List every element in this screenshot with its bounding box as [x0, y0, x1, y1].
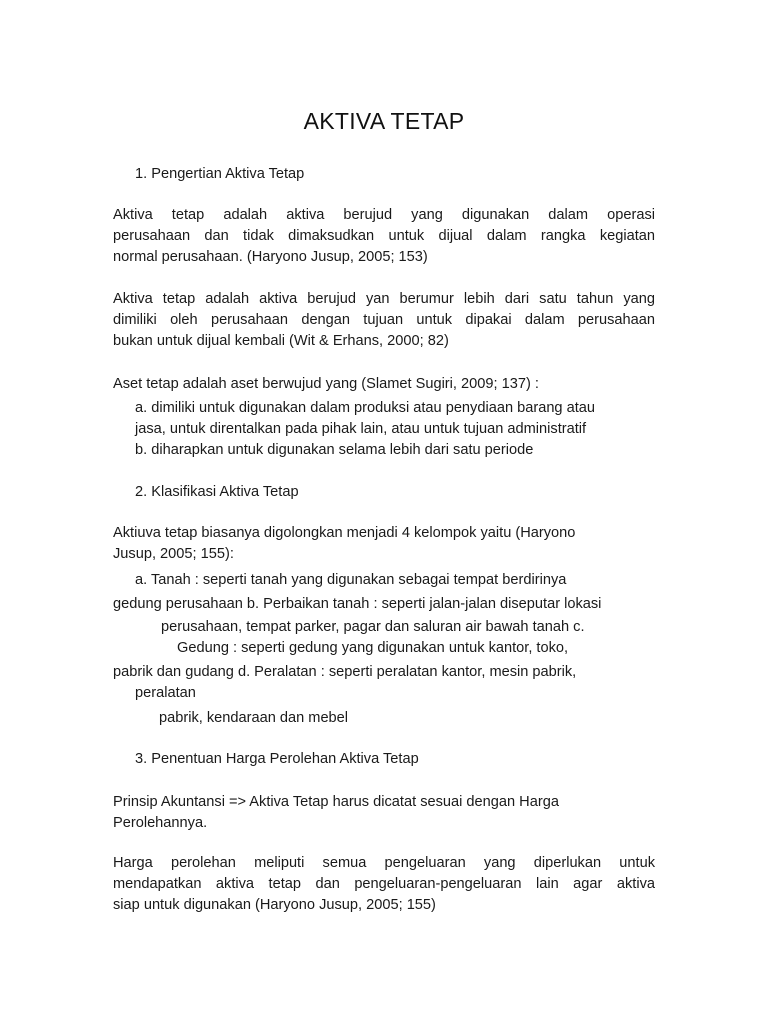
section-heading-klasifikasi: 2. Klasifikasi Aktiva Tetap: [135, 484, 299, 500]
paragraph-line: bukan untuk dijual kembali (Wit & Erhans, 2000; 82): [113, 333, 449, 349]
paragraph-line: mendapatkan aktiva tetap dan pengeluaran-pengeluaran lain agar aktiva: [113, 876, 655, 892]
section-heading-pengertian: 1. Pengertian Aktiva Tetap: [135, 166, 305, 182]
list-item: perusahaan, tempat parker, pagar dan saluran air bawah tanah c.: [161, 619, 585, 635]
page-title: AKTIVA TETAP: [303, 108, 465, 134]
list-item: a. dimiliki untuk digunakan dalam produksi atau penydiaan barang atau: [135, 400, 596, 416]
paragraph-line: Aktiuva tetap biasanya digolongkan menjadi 4 kelompok yaitu (Haryono: [113, 525, 576, 541]
paragraph-line: dimiliki oleh perusahaan dengan tujuan untuk dipakai dalam perusahaan: [113, 312, 655, 328]
list-item: peralatan: [135, 685, 196, 701]
list-item: gedung perusahaan b. Perbaikan tanah : seperti jalan-jalan diseputar lokasi: [113, 596, 602, 612]
paragraph-line: Aktiva tetap adalah aktiva berujud yang digunakan dalam operasi: [113, 207, 655, 223]
list-item: pabrik dan gudang d. Peralatan : seperti peralatan kantor, mesin pabrik,: [113, 664, 577, 680]
list-item: jasa, untuk direntalkan pada pihak lain, atau untuk tujuan administratif: [135, 421, 587, 437]
paragraph-line: Aset tetap adalah aset berwujud yang (Slamet Sugiri, 2009; 137) :: [113, 376, 539, 392]
paragraph-line: perusahaan dan tidak dimaksudkan untuk dijual dalam rangka kegiatan: [113, 228, 655, 244]
list-item: pabrik, kendaraan dan mebel: [159, 710, 349, 726]
paragraph-line: Harga perolehan meliputi semua pengeluaran yang diperlukan untuk: [113, 855, 655, 871]
paragraph-line: Prinsip Akuntansi => Aktiva Tetap harus dicatat sesuai dengan Harga: [113, 794, 559, 810]
paragraph-line: Perolehannya.: [113, 815, 208, 831]
paragraph-line: siap untuk digunakan (Haryono Jusup, 2005; 155): [113, 897, 436, 913]
list-item: a. Tanah : seperti tanah yang digunakan sebagai tempat berdirinya: [135, 572, 567, 588]
paragraph-line: normal perusahaan. (Haryono Jusup, 2005; 153): [113, 249, 428, 265]
paragraph-line: Jusup, 2005; 155):: [113, 546, 234, 562]
paragraph-line: Aktiva tetap adalah aktiva berujud yan berumur lebih dari satu tahun yang: [113, 291, 655, 307]
section-heading-penentuan: 3. Penentuan Harga Perolehan Aktiva Tetap: [135, 751, 419, 767]
list-item: Gedung : seperti gedung yang digunakan untuk kantor, toko,: [177, 640, 569, 656]
list-item: b. diharapkan untuk digunakan selama lebih dari satu periode: [135, 442, 534, 458]
